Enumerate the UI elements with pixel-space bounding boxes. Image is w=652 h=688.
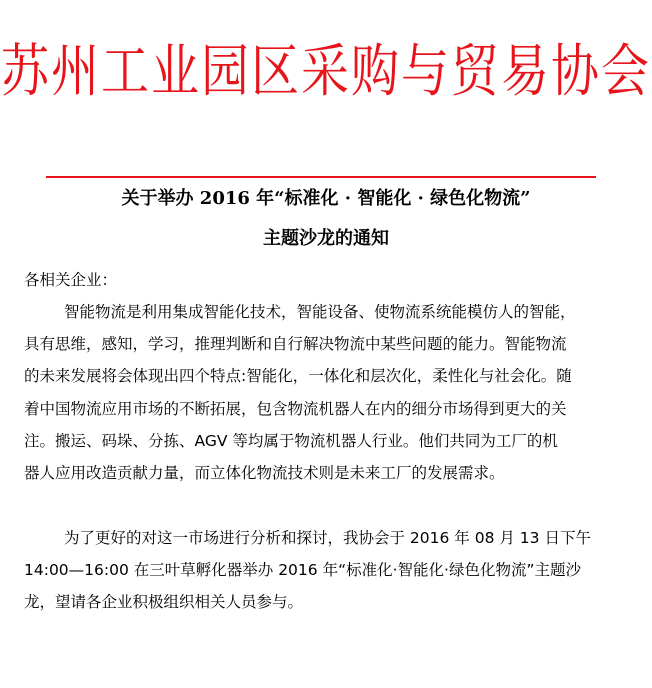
paragraph-line: 器人应用改造贡献力量，而立体化物流技术则是未来工厂的发展需求。 — [24, 464, 505, 483]
paragraph-line: 具有思维，感知，学习，推理判断和自行解决物流中某些问题的能力。智能物流 — [24, 335, 567, 354]
paragraph-line: 智能物流是利用集成智能化技术，智能设备、使物流系统能模仿人的智能， — [64, 303, 576, 321]
paragraph-line: 为了更好的对这一市场进行分析和探讨，我协会于 2016 年 08 月 13 日下午 — [64, 529, 591, 547]
paragraph-line: 注。搬运、码垛、分拣、AGV 等均属于物流机器人行业。他们共同为工厂的机 — [24, 431, 558, 450]
paragraph-line: 的未来发展将会体现出四个特点:智能化，一体化和层次化，柔性化与社会化。随 — [24, 367, 572, 386]
organization-title: 苏州工业园区采购与贸易协会 — [0, 38, 651, 105]
header-divider — [46, 176, 596, 178]
notice-title-line-1: 关于举办 2016 年“标准化 · 智能化 · 绿色化物流” — [121, 188, 531, 209]
notice-title-line-2: 主题沙龙的通知 — [263, 228, 389, 249]
paragraph-line: 14:00—16:00 在三叶草孵化器举办 2016 年“标准化·智能化·绿色化物流”主题沙 — [24, 561, 581, 580]
paragraph-intro — [24, 296, 634, 489]
paragraph-event-details — [24, 522, 634, 619]
paragraph-line: 龙，望请各企业积极组织相关人员参与。 — [24, 593, 304, 612]
salutation: 各相关企业： — [24, 271, 118, 289]
paragraph-line: 着中国物流应用市场的不断拓展，包含物流机器人在内的细分市场得到更大的关 — [24, 399, 567, 418]
